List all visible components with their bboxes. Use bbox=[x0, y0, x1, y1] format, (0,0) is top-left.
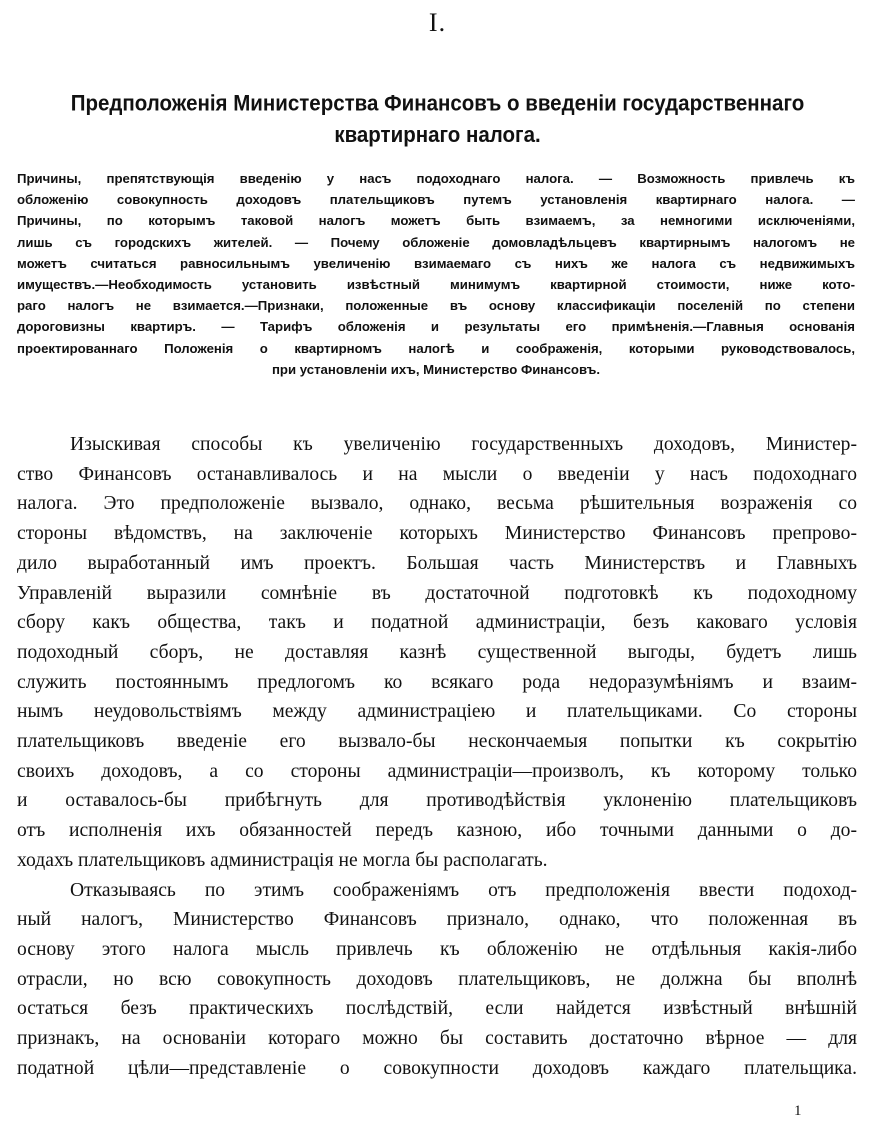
text-line: податной цѣли—представленіе о совокупности доходовъ каждаго плательщика. bbox=[17, 1057, 857, 1079]
text-line: Управленій выразили сомнѣніе въ достаточной подготовкѣ къ подоходному bbox=[17, 582, 857, 604]
summary-line: раго налогъ не взимается.—Признаки, положенные въ основу классификаціи поселеній по степени bbox=[17, 298, 855, 314]
text-line: подоходный сборъ, не доставляя казнѣ существенной выгоды, будетъ лишь bbox=[17, 641, 857, 663]
summary-line: лишь съ городскихъ жителей. — Почему обложеніе домовладѣльцевъ квартирнымъ налогомъ не bbox=[17, 234, 855, 250]
text-line: налога. Это предположеніе вызвало, однако, весьма рѣшительныя возраженія со bbox=[17, 493, 857, 515]
page-number: 1 bbox=[794, 1103, 802, 1119]
text-line: плательщиковъ введеніе его вызвало-бы нескончаемыя попытки къ сокрытію bbox=[17, 731, 857, 753]
text-line: остаться безъ практическихъ послѣдствій, если найдется извѣстный внѣшній bbox=[17, 998, 857, 1020]
summary-line: имуществъ.—Необходимость установить извѣстный минимумъ квартирной стоимости, ниже кото- bbox=[17, 277, 855, 293]
summary-line: можетъ считаться равносильнымъ увеличенію взимаемаго съ нихъ же налога съ недвижимыхъ bbox=[17, 255, 855, 271]
text-line: основу этого налога мысль привлечь къ обложенію не отдѣльныя какія-либо bbox=[17, 938, 857, 960]
text-line: отрасли, но всю совокупность доходовъ плательщиковъ, не должна бы вполнѣ bbox=[17, 968, 857, 990]
summary-line: при установленіи ихъ, Министерство Финансовъ. bbox=[271, 361, 601, 377]
text-line: ство Финансовъ останавливалось и на мысли о введеніи у насъ подоходнаго bbox=[17, 463, 857, 485]
summary-line: Причины, по которымъ таковой налогъ можетъ быть взимаемъ, за немногими исключеніями, bbox=[17, 213, 855, 229]
paragraph-2 bbox=[17, 876, 857, 1084]
text-line: ный налогъ, Министерство Финансовъ признало, однако, что положенная въ bbox=[17, 909, 857, 931]
summary-line: Причины, препятствующія введенію у насъ подоходнаго налога. — Возможность привлечь къ bbox=[17, 171, 855, 186]
summary-line: дороговизны квартиръ. — Тарифъ обложенія и результаты его примѣненія.—Главныя основанія bbox=[17, 319, 855, 335]
summary-line: проектированнаго Положенія о квартирномъ налогѣ и соображенія, которыми руководствовалось, bbox=[17, 340, 855, 356]
chapter-number: I. bbox=[428, 8, 447, 37]
text-line: служить постояннымъ предлогомъ ко всякаго рода недоразумѣніямъ и взаим- bbox=[17, 671, 857, 693]
text-line: и оставалось-бы прибѣгнуть для противодѣйствія уклоненію плательщиковъ bbox=[17, 790, 857, 812]
text-line: Отказываясь по этимъ соображеніямъ отъ предположенія ввести подоход- bbox=[70, 879, 857, 901]
text-line: ходахъ плательщиковъ администрація не могла бы располагать. bbox=[17, 849, 548, 871]
text-line: дило выработанный имъ проектъ. Большая часть Министерствъ и Главныхъ bbox=[17, 552, 857, 574]
title-line-1: Предположенія Министерства Финансовъ о введеніи государственнаго bbox=[70, 91, 805, 117]
text-line: сбору какъ общества, такъ и податной администраціи, безъ каковаго условія bbox=[17, 612, 857, 634]
body-text bbox=[17, 430, 857, 1083]
title-line-2: квартирнаго налога. bbox=[334, 122, 541, 148]
text-line: признакъ, на основаніи котораго можно бы составить достаточно вѣрное — для bbox=[17, 1028, 857, 1050]
text-line: нымъ неудовольствіямъ между администраціею и плательщиками. Со стороны bbox=[17, 701, 857, 723]
text-line: отъ исполненія ихъ обязанностей передъ казною, ибо точными данными о до- bbox=[17, 820, 857, 842]
paragraph-1 bbox=[17, 430, 857, 876]
chapter-summary bbox=[17, 168, 855, 380]
text-line: Изыскивая способы къ увеличенію государственныхъ доходовъ, Министер- bbox=[70, 434, 857, 455]
text-line: стороны вѣдомствъ, на заключеніе которыхъ Министерство Финансовъ препрово- bbox=[17, 523, 857, 545]
summary-line: обложенію совокупность доходовъ плательщиковъ путемъ установленія квартирнаго налога. — bbox=[17, 192, 855, 208]
text-line: своихъ доходовъ, а со стороны администраціи—произволъ, къ которому только bbox=[17, 760, 857, 782]
page-title bbox=[40, 88, 835, 151]
